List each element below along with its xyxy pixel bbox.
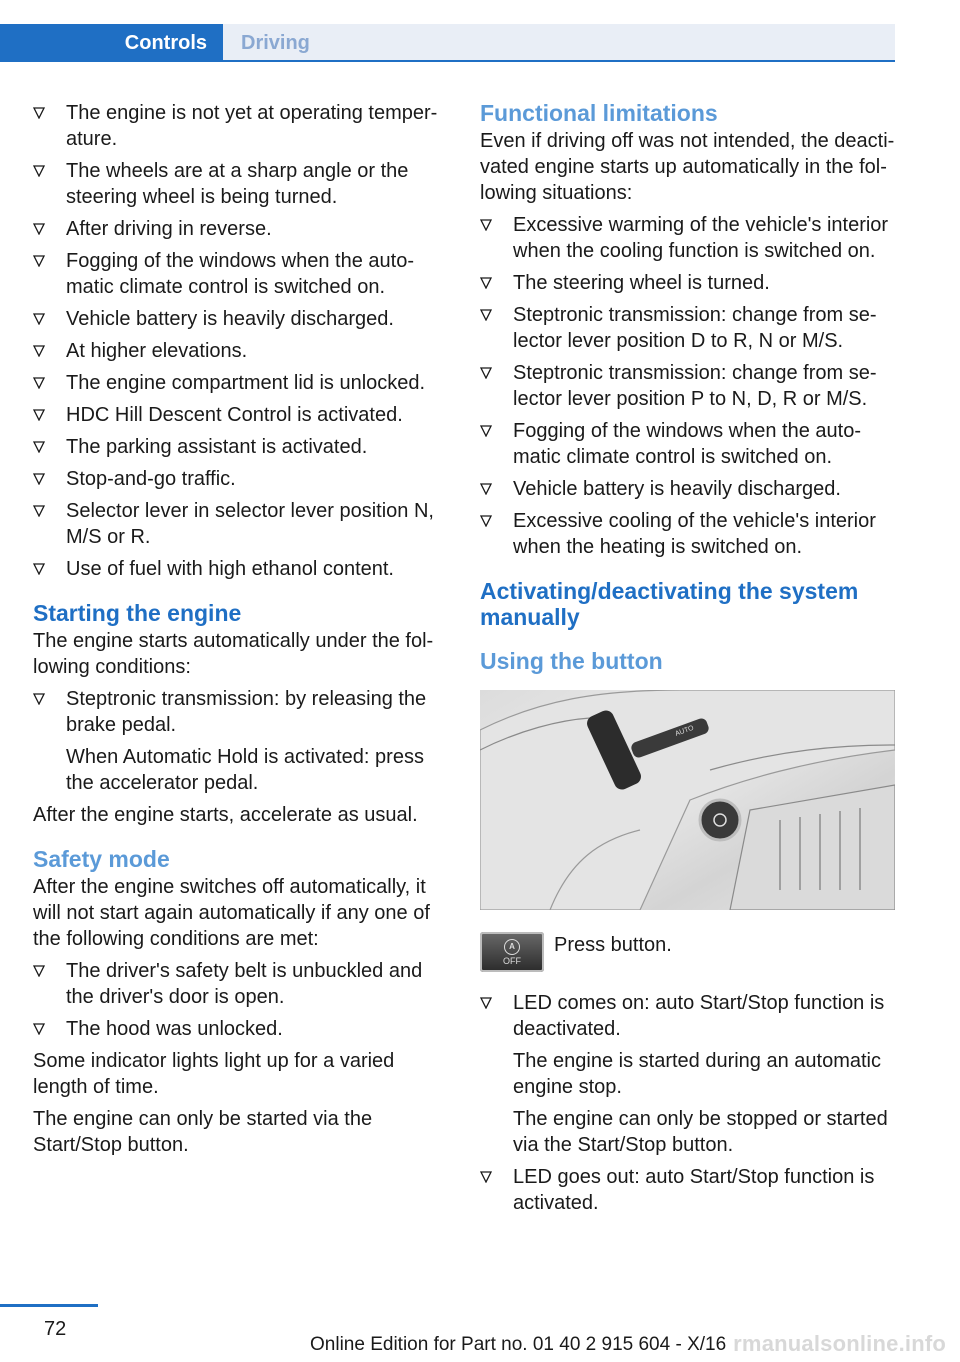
stalk-auto-label: AUTO	[674, 724, 695, 738]
list-item-subtext: The engine is started during an automatic engine stop.	[513, 1050, 881, 1098]
list-item	[33, 434, 441, 460]
triangle-bullet-icon	[33, 473, 45, 485]
list-item	[480, 990, 898, 1158]
press-button-row	[480, 932, 898, 972]
list-item-text: Steptronic transmission: change from se‐lector lever position D to R, N or M/S.	[513, 304, 877, 352]
list-item	[33, 100, 441, 152]
list-item-subtext: The engine can only be stopped or started via the Start/Stop button.	[513, 1108, 888, 1156]
tab-controls-label: Controls	[124, 31, 207, 54]
list-item-text: At higher elevations.	[66, 340, 248, 362]
list-item	[33, 402, 441, 428]
safety-heading: Safety mode	[33, 846, 170, 872]
list-item-text: Vehicle battery is heavily discharged.	[66, 308, 394, 330]
list-item-text: The engine compartment lid is unlocked.	[66, 372, 426, 394]
triangle-bullet-icon	[480, 309, 492, 321]
list-item	[480, 302, 898, 354]
triangle-bullet-icon	[480, 1171, 492, 1183]
list-item	[480, 212, 898, 264]
left-column	[33, 100, 441, 1164]
header-rule	[223, 60, 895, 62]
auto-start-stop-off-button-icon: A OFF	[480, 932, 544, 972]
triangle-bullet-icon	[33, 165, 45, 177]
triangle-bullet-icon	[33, 441, 45, 453]
safety-list	[33, 958, 441, 1042]
list-item-text: The wheels are at a sharp angle or the steering wheel is being turned.	[66, 160, 409, 208]
activating-heading: Activating/deactivating the system manually	[480, 578, 859, 630]
starting-intro: The engine starts automatically under the fol‐lowing conditions:	[33, 630, 434, 678]
list-item	[33, 338, 441, 364]
list-item-text: Stop-and-go traffic.	[66, 468, 236, 490]
triangle-bullet-icon	[33, 313, 45, 325]
list-item	[33, 1016, 441, 1042]
list-item-text: Use of fuel with high ethanol content.	[66, 558, 394, 580]
page-number: 72	[44, 1318, 67, 1340]
list-item-text: Steptronic transmission: by releasing the brake pedal.	[66, 688, 427, 736]
tab-driving[interactable]	[223, 24, 895, 62]
list-item-text: The hood was unlocked.	[66, 1018, 283, 1040]
triangle-bullet-icon	[33, 505, 45, 517]
list-item-subtext: When Automatic Hold is activated: press the accelerator pedal.	[66, 746, 424, 794]
tab-controls[interactable]	[0, 24, 223, 62]
triangle-bullet-icon	[33, 693, 45, 705]
triangle-bullet-icon	[480, 997, 492, 1009]
list-item-text: Vehicle battery is heavily discharged.	[513, 478, 841, 500]
list-item	[33, 158, 441, 210]
list-item	[33, 216, 441, 242]
list-item-text: The parking assistant is activated.	[66, 436, 368, 458]
tab-driving-label: Driving	[241, 31, 310, 54]
safety-intro: After the engine switches off automatically, it will not start again automatically if any one of the following conditions are met:	[33, 876, 430, 950]
list-item-text: Selector lever in selector lever position N, M/S or R.	[66, 500, 434, 548]
triangle-bullet-icon	[33, 223, 45, 235]
starting-heading: Starting the engine	[33, 600, 242, 626]
list-item-text: LED comes on: auto Start/Stop function is deactivated.	[513, 992, 885, 1040]
list-item	[33, 686, 441, 796]
triangle-bullet-icon	[33, 345, 45, 357]
triangle-bullet-icon	[33, 1023, 45, 1035]
triangle-bullet-icon	[480, 425, 492, 437]
using-button-heading: Using the button	[480, 648, 663, 674]
safety-note-1: Some indicator lights light up for a varied length of time.	[33, 1050, 395, 1098]
list-item	[33, 306, 441, 332]
triangle-bullet-icon	[480, 367, 492, 379]
triangle-bullet-icon	[33, 409, 45, 421]
list-item-text: Fogging of the windows when the auto‐matic climate control is switched on.	[66, 250, 414, 298]
triangle-bullet-icon	[480, 277, 492, 289]
list-item-text: LED goes out: auto Start/Stop function is activated.	[513, 1166, 875, 1214]
list-item-text: HDC Hill Descent Control is activated.	[66, 404, 403, 426]
functional-list	[480, 212, 898, 560]
list-item	[480, 1164, 898, 1216]
footer-rule	[0, 1304, 98, 1307]
list-item-text: Excessive cooling of the vehicle's interior when the heating is switched on.	[513, 510, 876, 558]
starting-after: After the engine starts, accelerate as usual.	[33, 804, 418, 826]
triangle-bullet-icon	[33, 965, 45, 977]
list-item	[480, 508, 898, 560]
triangle-bullet-icon	[33, 377, 45, 389]
list-item-text: Excessive warming of the vehicle's interior when the cooling function is switched on.	[513, 214, 889, 262]
triangle-bullet-icon	[33, 107, 45, 119]
triangle-bullet-icon	[480, 515, 492, 527]
conditions-list	[33, 100, 441, 582]
list-item	[480, 360, 898, 412]
button-icon-label: OFF	[503, 955, 521, 966]
list-item	[480, 476, 898, 502]
safety-note-2: The engine can only be started via the Start/Stop button.	[33, 1108, 373, 1156]
triangle-bullet-icon	[480, 219, 492, 231]
functional-intro: Even if driving off was not intended, the deacti‐vated engine starts up automatically in the fol‐lowing situations:	[480, 130, 895, 204]
list-item-text: Fogging of the windows when the auto‐matic climate control is switched on.	[513, 420, 861, 468]
list-item	[33, 556, 441, 582]
right-column	[480, 100, 898, 1222]
triangle-bullet-icon	[33, 255, 45, 267]
edition-text: Online Edition for Part no. 01 40 2 915 604 - X/16	[310, 1334, 727, 1355]
list-item	[480, 418, 898, 470]
list-item	[33, 370, 441, 396]
list-item	[480, 270, 898, 296]
dashboard-drawing	[480, 690, 895, 910]
list-item-text: The driver's safety belt is unbuckled and the driver's door is open.	[66, 960, 423, 1008]
starting-list	[33, 686, 441, 796]
press-button-text: Press button.	[554, 934, 672, 956]
page-header	[0, 0, 895, 62]
triangle-bullet-icon	[33, 563, 45, 575]
triangle-bullet-icon	[480, 483, 492, 495]
led-list	[480, 990, 898, 1216]
list-item-text: Steptronic transmission: change from se‐lector lever position P to N, D, R or M/S.	[513, 362, 877, 410]
list-item	[33, 498, 441, 550]
list-item-text: The steering wheel is turned.	[513, 272, 770, 294]
list-item-text: After driving in reverse.	[66, 218, 272, 240]
list-item	[33, 466, 441, 492]
list-item	[33, 248, 441, 300]
list-item	[33, 958, 441, 1010]
watermark: rmanualsonline.info	[733, 1331, 946, 1356]
list-item-text: The engine is not yet at operating temper‐ature.	[66, 102, 438, 150]
dashboard-illustration	[480, 690, 895, 910]
functional-limitations-heading: Functional limitations	[480, 100, 718, 126]
